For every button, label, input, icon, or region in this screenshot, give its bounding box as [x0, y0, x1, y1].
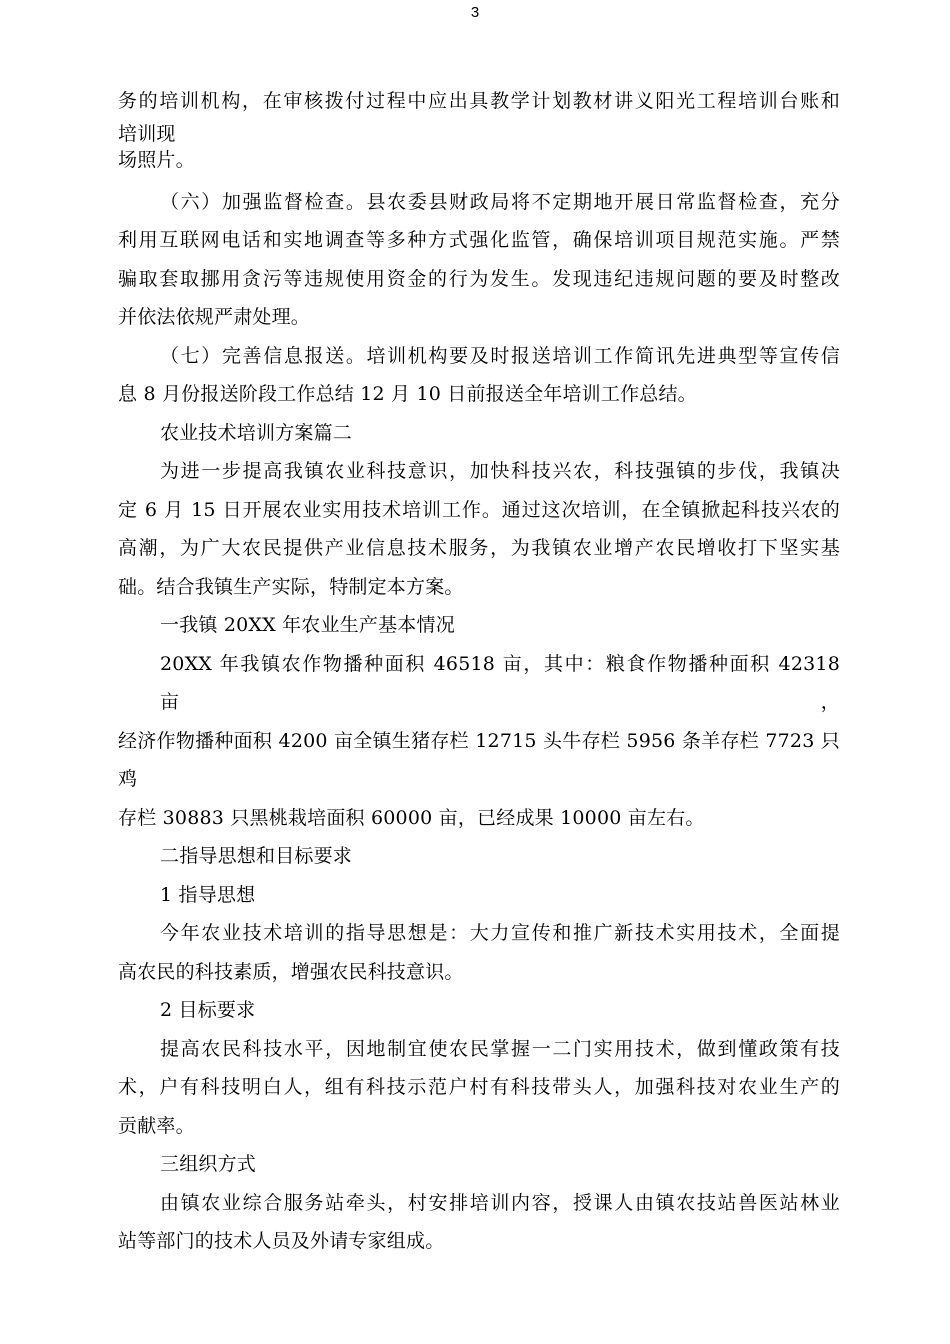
text-line: 今年农业技术培训的指导思想是：大力宣传和推广新技术实用技术，全面提 [160, 922, 840, 944]
text-line: 2 目标要求 [160, 999, 256, 1021]
text-line: （七）完善信息报送。培训机构要及时报送培训工作简讯先进典型等宣传信 [160, 344, 840, 367]
text-line: 场照片。 [118, 148, 195, 171]
section-title-part-two [118, 414, 840, 453]
subheading-goals [118, 991, 840, 1030]
text-line: 培训现 [118, 122, 176, 145]
text-line: 站等部门的技术人员及外请专家组成。 [118, 1230, 445, 1252]
text-line: 术，户有科技明白人，组有科技示范户村有科技带头人，加强科技对农业生产的 [118, 1076, 840, 1098]
text-line: 一我镇 20XX 年农业生产基本情况 [160, 614, 455, 636]
paragraph-information-reporting [118, 337, 840, 414]
text-line: 二指导思想和目标要求 [160, 845, 353, 867]
heading-organization [118, 1145, 840, 1184]
paragraph-guiding-thought [118, 914, 840, 991]
text-line: 1 指导思想 [160, 883, 256, 906]
text-line: 贡献率。 [118, 1114, 195, 1137]
paragraph-supervision [118, 183, 840, 337]
text-line: 经济作物播种面积 4200 亩全镇生猪存栏 12715 头牛存栏 5956 条羊存栏 7723 只鸡 [118, 729, 840, 790]
heading-guiding-ideology [118, 837, 840, 876]
document-body [118, 82, 840, 1261]
paragraph-introduction [118, 452, 840, 606]
paragraph-production-statistics [118, 645, 840, 838]
text-line: 三组织方式 [160, 1153, 257, 1175]
text-line: 息 8 月份报送阶段工作总结 12 月 10 日前报送全年培训工作总结。 [118, 383, 697, 405]
text-line: 高农民的科技素质，增强农民科技意识。 [118, 960, 464, 983]
text-line: （六）加强监督检查。县农委县财政局将不定期地开展日常监督检查，充分 [160, 190, 840, 213]
paragraph-training-institution [118, 82, 840, 173]
text-line: 础。结合我镇生产实际，特制定本方案。 [118, 575, 464, 598]
text-line: 定 6 月 15 日开展农业实用技术培训工作。通过这次培训，在全镇掀起科技兴农的 [118, 498, 840, 521]
text-line: 务的培训机构，在审核拨付过程中应出具教学计划教材讲义阳光工程培训台账和 [118, 90, 840, 112]
text-line: 高潮，为广大农民提供产业信息技术服务，为我镇农业增产农民增收打下坚实基 [118, 537, 840, 559]
heading-basic-situation [118, 606, 840, 645]
text-line: 20XX 年我镇农作物播种面积 46518 亩，其中：粮食作物播种面积 42318 亩， [160, 652, 840, 713]
text-line: 农业技术培训方案篇二 [160, 421, 353, 444]
text-line: 存栏 30883 只黑桃栽培面积 60000 亩，已经成果 10000 亩左右。 [118, 806, 705, 829]
text-line: 骗取套取挪用贪污等违规使用资金的行为发生。发现违纪违规问题的要及时整改 [118, 267, 840, 290]
page-number: 3 [470, 4, 480, 21]
paragraph-organization [118, 1184, 840, 1261]
text-line: 并依法依规严肃处理。 [118, 306, 311, 328]
paragraph-goals [118, 1030, 840, 1146]
text-line: 由镇农业综合服务站牵头，村安排培训内容，授课人由镇农技站兽医站林业 [160, 1191, 840, 1214]
text-line: 为进一步提高我镇农业科技意识，加快科技兴农，科技强镇的步伐，我镇决 [160, 460, 840, 482]
text-line: 利用互联网电话和实地调查等多种方式强化监管，确保培训项目规范实施。严禁 [118, 229, 840, 251]
text-line: 提高农民科技水平，因地制宜使农民掌握一二门实用技术，做到懂政策有技 [160, 1037, 840, 1060]
subheading-guiding-thought [118, 876, 840, 915]
